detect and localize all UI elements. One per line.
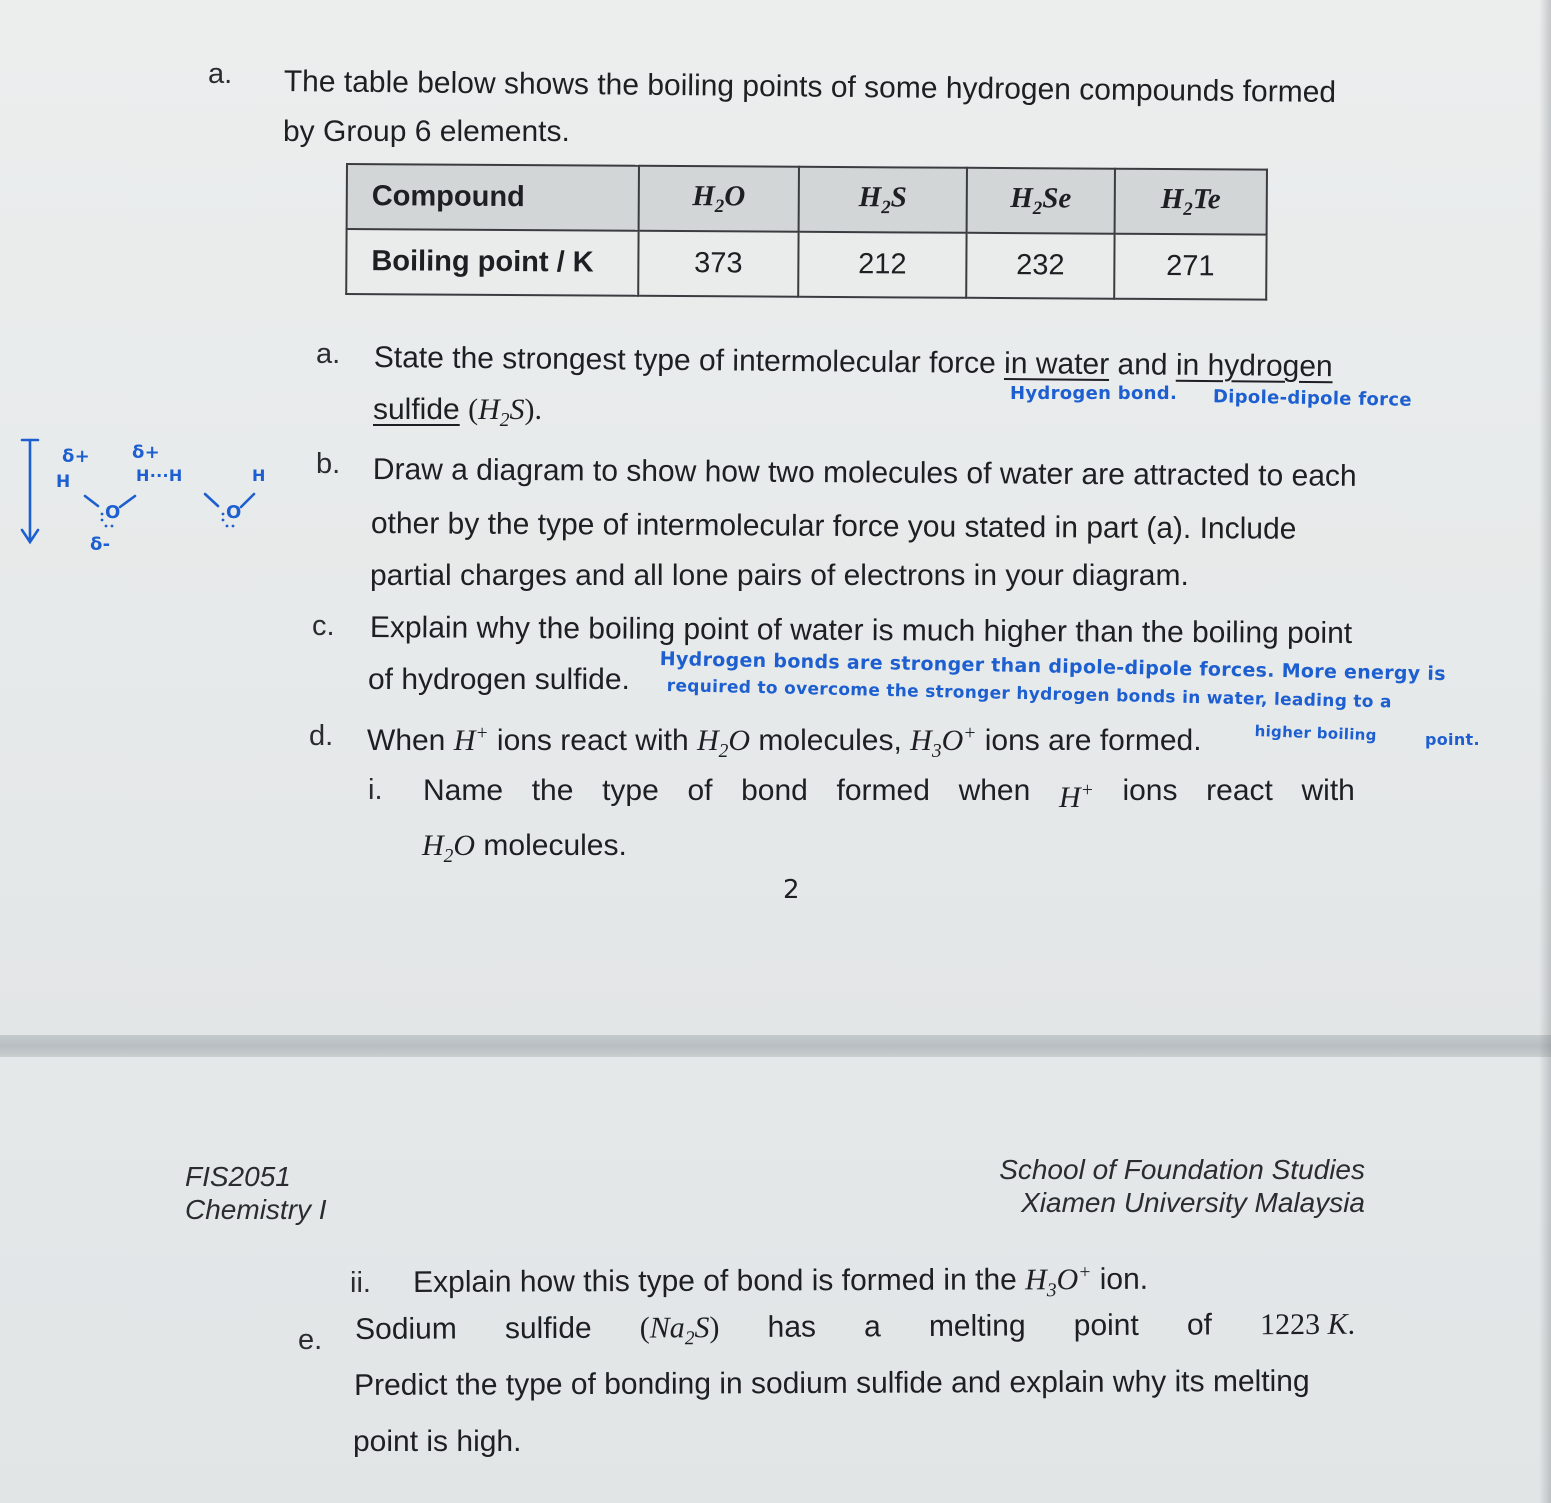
question-d-line: [367, 716, 1202, 770]
intro-line-1: The table below shows the boiling points of some hydrogen compounds formed: [283, 64, 1337, 110]
question-a-in-water: in water: [1003, 347, 1110, 382]
question-a-label: a.: [316, 338, 341, 370]
word: Sodium: [355, 1312, 457, 1346]
word: Name: [423, 774, 504, 807]
diagram-delta-plus-2: δ+: [132, 442, 161, 463]
word: bond: [741, 774, 808, 807]
question-d-label: d.: [309, 720, 334, 752]
table-compound-h2s: $H_2S$: [799, 167, 967, 233]
question-b-line-1: Draw a diagram to show how two molecules of water are attracted to each: [372, 452, 1357, 493]
question-b-line-3: partial charges and all lone pairs of electrons in your diagram.: [370, 559, 1189, 592]
question-d-hydronium: $H_3O^+$: [910, 723, 977, 762]
table-bp-h2o: 373: [638, 231, 798, 297]
word: with: [1301, 774, 1355, 807]
word: type: [602, 774, 659, 807]
word: of: [687, 774, 713, 807]
table-bp-h2se: 232: [966, 233, 1114, 299]
question-d-water: $H_2O$: [696, 724, 751, 762]
question-d-ion-h-plus: H+: [453, 723, 489, 757]
question-d-i-molecules: molecules.: [475, 829, 627, 862]
table-compound-h2se: $H_2Se$: [967, 168, 1115, 234]
table-compound-h2o: $H_2O$: [639, 166, 799, 232]
handwritten-hydrogen-bond-diagram: [18, 436, 278, 566]
question-e-line-1: [355, 1307, 1355, 1359]
footer-university: Xiamen University Malaysia: [1021, 1187, 1365, 1218]
table-header-compound: Compound: [347, 164, 639, 231]
question-d-i-label: i.: [368, 774, 383, 806]
question-b-line-2: other by the type of intermolecular force you stated in part (a). Include: [370, 506, 1297, 546]
word: sulfide: [504, 1311, 592, 1346]
question-e-label: e.: [298, 1324, 323, 1356]
word: the: [531, 774, 574, 807]
question-a-in-hydrogen: in hydrogen: [1175, 348, 1333, 384]
intro-line-2: by Group 6 elements.: [283, 115, 570, 148]
intro-label: a.: [208, 58, 233, 90]
word: point: [1073, 1308, 1139, 1343]
question-d-mid-2: molecules,: [750, 724, 911, 757]
footer-institution: [960, 1153, 1365, 1219]
diagram-h-3: H: [252, 466, 266, 485]
handwritten-answer-h2s: Dipole-dipole force: [1212, 386, 1412, 411]
boiling-point-table: [345, 163, 1268, 301]
handwritten-answer-c-line-2: required to overcome the stronger hydrogen bonds in water, leading to a: [666, 676, 1392, 713]
question-e-temperature: 1223 K.: [1259, 1307, 1356, 1342]
question-d-i-water: $H_2O$: [422, 829, 476, 867]
handwritten-answer-water: Hydrogen bond.: [1010, 383, 1178, 404]
word: ions: [1122, 774, 1178, 807]
question-a-and: and: [1109, 348, 1177, 382]
question-d-i-line-1: [423, 773, 1355, 816]
diagram-h-bond: H···H: [136, 466, 183, 485]
word: of: [1186, 1308, 1213, 1342]
word: formed: [836, 774, 930, 807]
handwritten-answer-c-line-3a: higher boiling: [1254, 722, 1378, 745]
question-d-i-line-2: [422, 828, 627, 875]
table-compound-h2te: $H_2Te$: [1115, 169, 1267, 235]
table-header-row: [347, 164, 1267, 235]
table-value-row: [346, 229, 1266, 300]
page-number: 2: [783, 875, 800, 905]
question-d-pre: When: [367, 724, 454, 757]
question-d-i-ion-h-plus: H+: [1058, 780, 1094, 814]
question-e-line-2: Predict the type of bonding in sodium sulfide and explain why its melting: [354, 1364, 1310, 1402]
question-d-ii-pre: Explain how this type of bond is formed in the: [413, 1263, 1026, 1299]
question-d-ii-hydronium: $H_3O^+$: [1025, 1262, 1092, 1302]
diagram-delta-plus-1: δ+: [62, 446, 91, 467]
table-bp-h2s: 212: [798, 232, 966, 298]
question-a-text: State the strongest type of intermolecular force: [373, 340, 1005, 381]
question-c-line-1: Explain why the boiling point of water is much higher than the boiling point: [369, 611, 1353, 650]
page-break-gap: [0, 1035, 1551, 1057]
word: has: [767, 1310, 817, 1344]
question-a-formula: $(H_2S)$.: [468, 393, 542, 431]
question-c-label: c.: [312, 610, 335, 642]
word: a: [864, 1310, 881, 1344]
footer-course-name: Chemistry I: [185, 1194, 327, 1225]
diagram-h-1: H: [56, 472, 71, 492]
diagram-oxygen-1: O: [105, 502, 121, 523]
page-right-shadow: [1539, 0, 1551, 1503]
question-d-ii-post: ion.: [1091, 1262, 1149, 1297]
footer-course: [185, 1160, 327, 1226]
word: react: [1206, 774, 1273, 807]
question-c-line-2: of hydrogen sulfide.: [368, 663, 630, 696]
question-d-ii-line: [413, 1255, 1148, 1312]
table-bp-h2te: 271: [1114, 234, 1266, 300]
handwritten-answer-c-line-1: Hydrogen bonds are stronger than dipole-dipole forces. More energy is: [659, 648, 1447, 686]
question-e-formula: $(Na_2S)$: [639, 1311, 720, 1350]
word: melting: [928, 1309, 1026, 1343]
question-e-line-3: point is high.: [353, 1425, 522, 1458]
word: when: [958, 774, 1031, 807]
diagram-oxygen-2: O: [226, 502, 242, 523]
question-d-mid-1: ions react with: [488, 724, 697, 757]
question-a-line-2: [373, 392, 542, 439]
question-a-sulfide: sulfide: [373, 393, 460, 426]
question-b-label: b.: [316, 448, 341, 480]
diagram-delta-minus: δ-: [90, 534, 111, 555]
table-header-boiling-point: Boiling point / K: [346, 229, 638, 296]
question-d-ii-label: ii.: [350, 1267, 371, 1299]
question-d-post: ions are formed.: [976, 724, 1202, 757]
handwritten-answer-c-line-3b: point.: [1425, 730, 1480, 749]
footer-school: School of Foundation Studies: [999, 1154, 1365, 1185]
footer-course-code: FIS2051: [185, 1161, 291, 1192]
